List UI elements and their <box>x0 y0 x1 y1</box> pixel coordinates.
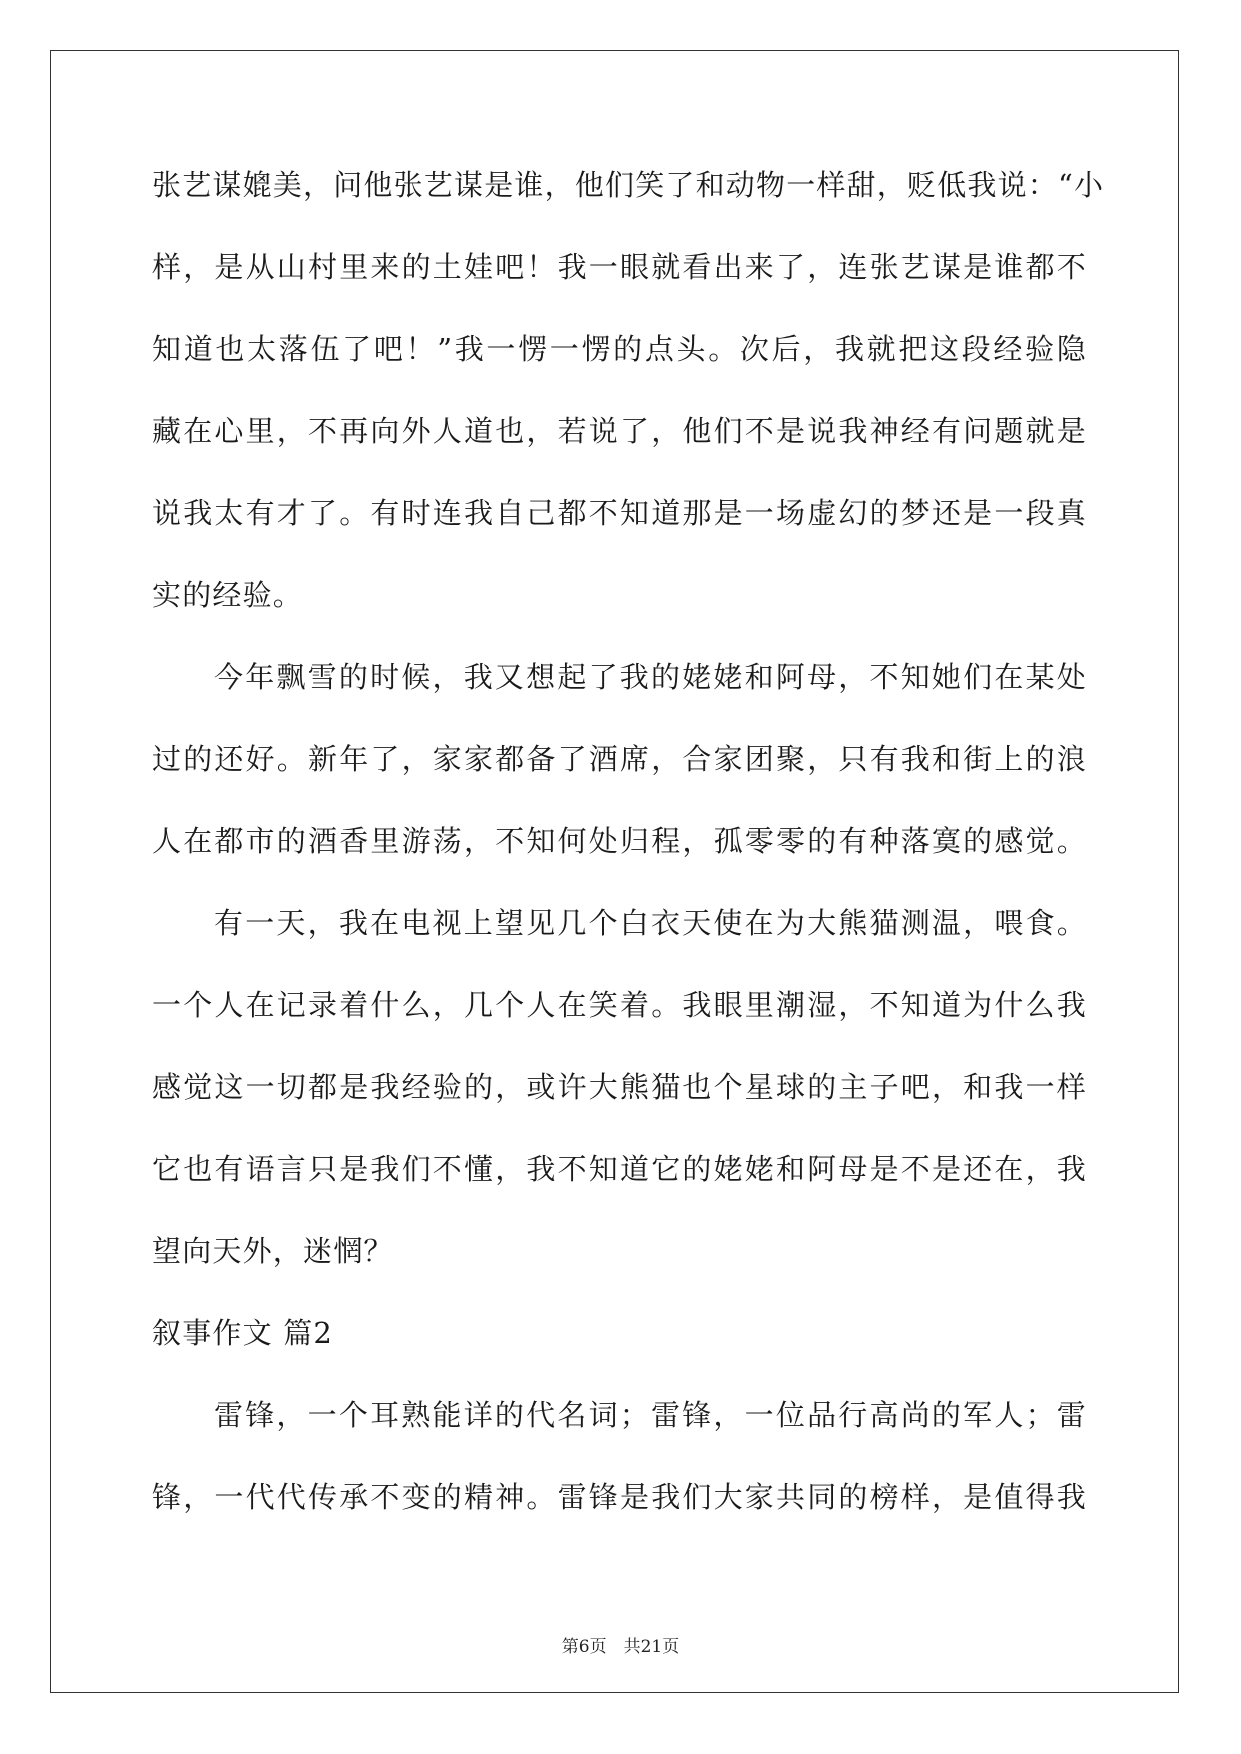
page-number: 第6页 共21页 <box>561 1637 680 1657</box>
text-line: 锋，一代代传承不变的精神。雷锋是我们大家共同的榜样，是值得我 <box>152 1480 1087 1514</box>
text-line: 一个人在记录着什么，几个人在笑着。我眼里潮湿，不知道为什么我 <box>152 988 1087 1022</box>
text-line: 样，是从山村里来的土娃吧！我一眼就看出来了，连张艺谋是谁都不 <box>152 250 1087 284</box>
text-line: 实的经验。 <box>152 578 304 612</box>
text-line: 说我太有才了。有时连我自己都不知道那是一场虚幻的梦还是一段真 <box>152 496 1087 530</box>
section-heading: 叙事作文 篇2 <box>152 1316 334 1350</box>
text-line: 张艺谋媲美，问他张艺谋是谁，他们笑了和动物一样甜，贬低我说：“小 <box>152 168 1105 202</box>
text-line: 藏在心里，不再向外人道也，若说了，他们不是说我神经有问题就是 <box>152 414 1087 448</box>
text-line: 今年飘雪的时候，我又想起了我的姥姥和阿母，不知她们在某处 <box>214 660 1087 694</box>
text-line: 人在都市的酒香里游荡，不知何处归程，孤零零的有种落寞的感觉。 <box>152 824 1087 858</box>
document-body <box>152 160 1105 1554</box>
text-line: 有一天，我在电视上望见几个白衣天使在为大熊猫测温，喂食。 <box>214 906 1087 940</box>
text-line: 过的还好。新年了，家家都备了酒席，合家团聚，只有我和街上的浪 <box>152 742 1087 776</box>
text-line: 感觉这一切都是我经验的，或许大熊猫也个星球的主子吧，和我一样 <box>152 1070 1087 1104</box>
text-line: 望向天外，迷惘？ <box>152 1234 394 1268</box>
text-line: 雷锋，一个耳熟能详的代名词；雷锋，一位品行高尚的军人；雷 <box>214 1398 1087 1432</box>
text-line: 知道也太落伍了吧！”我一愣一愣的点头。次后，我就把这段经验隐 <box>152 332 1087 366</box>
text-line: 它也有语言只是我们不懂，我不知道它的姥姥和阿母是不是还在，我 <box>152 1152 1087 1186</box>
